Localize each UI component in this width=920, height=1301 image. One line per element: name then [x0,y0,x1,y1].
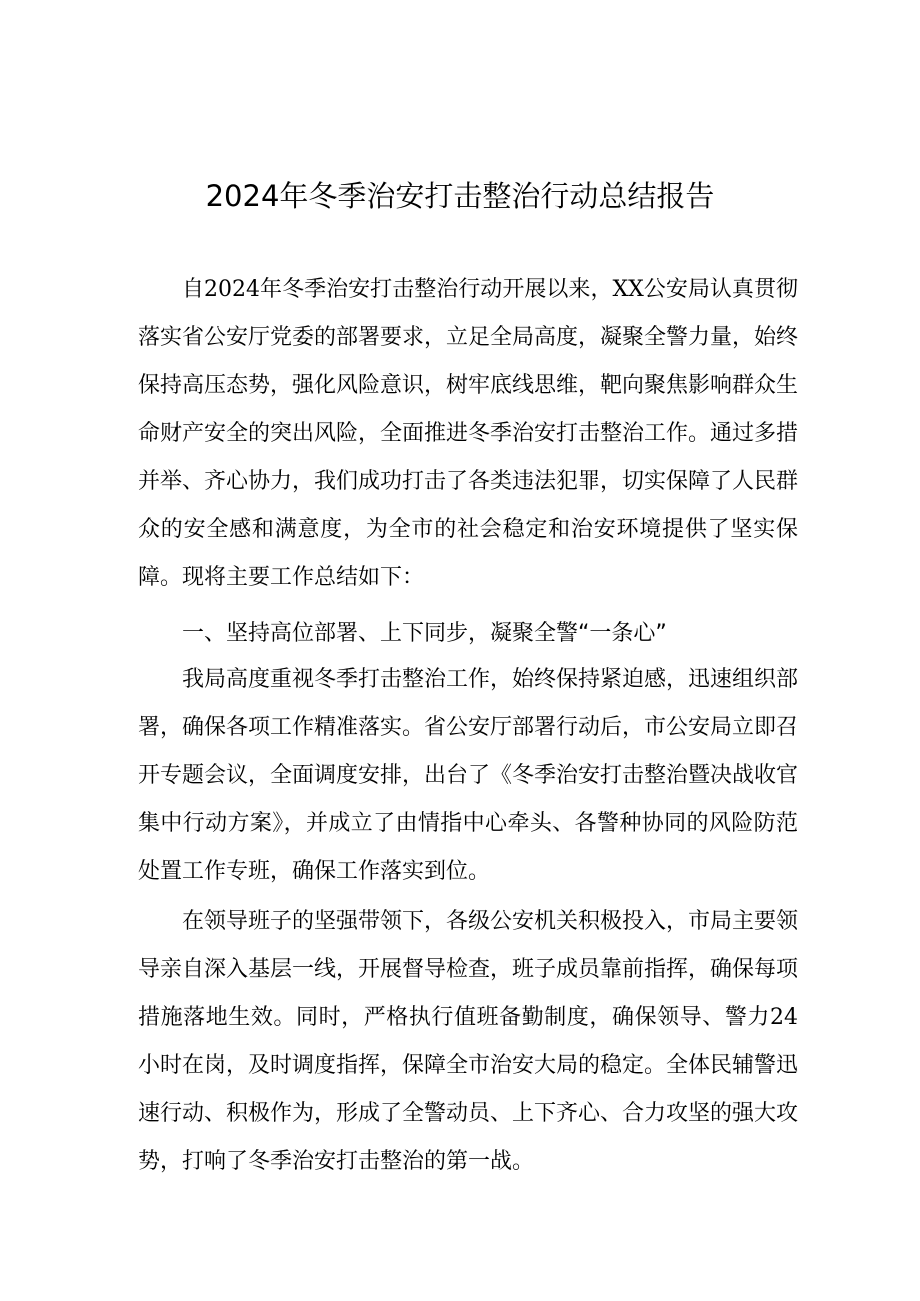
document-title: 2024年冬季治安打击整治行动总结报告 [205,179,715,213]
section-paragraph-1: 我局高度重视冬季打击整治工作，始终保持紧迫感，迅速组织部署，确保各项工作精准落实。省公安厅部署行动后，市公安局立即召开专题会议，全面调度安排，出台了《冬季治安打击整治暨决战收官集中行动方案》，并成立了由情指中心牵头、各警种协同的风险防范处置工作专班，确保工作落实到位。 [138,667,799,884]
section-heading: 一、坚持高位部署、上下同步，凝聚全警“一条心” [182,621,667,646]
intro-paragraph: 自2024年冬季治安打击整治行动开展以来，XX公安局认真贯彻落实省公安厅党委的部署要求，立足全局高度，凝聚全警力量，始终保持高压态势，强化风险意识，树牢底线思维，靶向聚焦影响群众生命财产安全的突出风险，全面推进冬季治安打击整治工作。通过多措并举、齐心协力，我们成功打击了各类违法犯罪，切实保障了人民群众的安全感和满意度，为全市的社会稳定和治安环境提供了坚实保障。现将主要工作总结如下： [138,277,799,590]
section-paragraph-2: 在领导班子的坚强带领下，各级公安机关积极投入，市局主要领导亲自深入基层一线，开展督导检查，班子成员靠前指挥，确保每项措施落地生效。同时，严格执行值班备勤制度，确保领导、警力24小时在岗，及时调度指挥，保障全市治安大局的稳定。全体民辅警迅速行动、积极作为，形成了全警动员、上下齐心、合力攻坚的强大攻势，打响了冬季治安打击整治的第一战。 [138,909,799,1174]
